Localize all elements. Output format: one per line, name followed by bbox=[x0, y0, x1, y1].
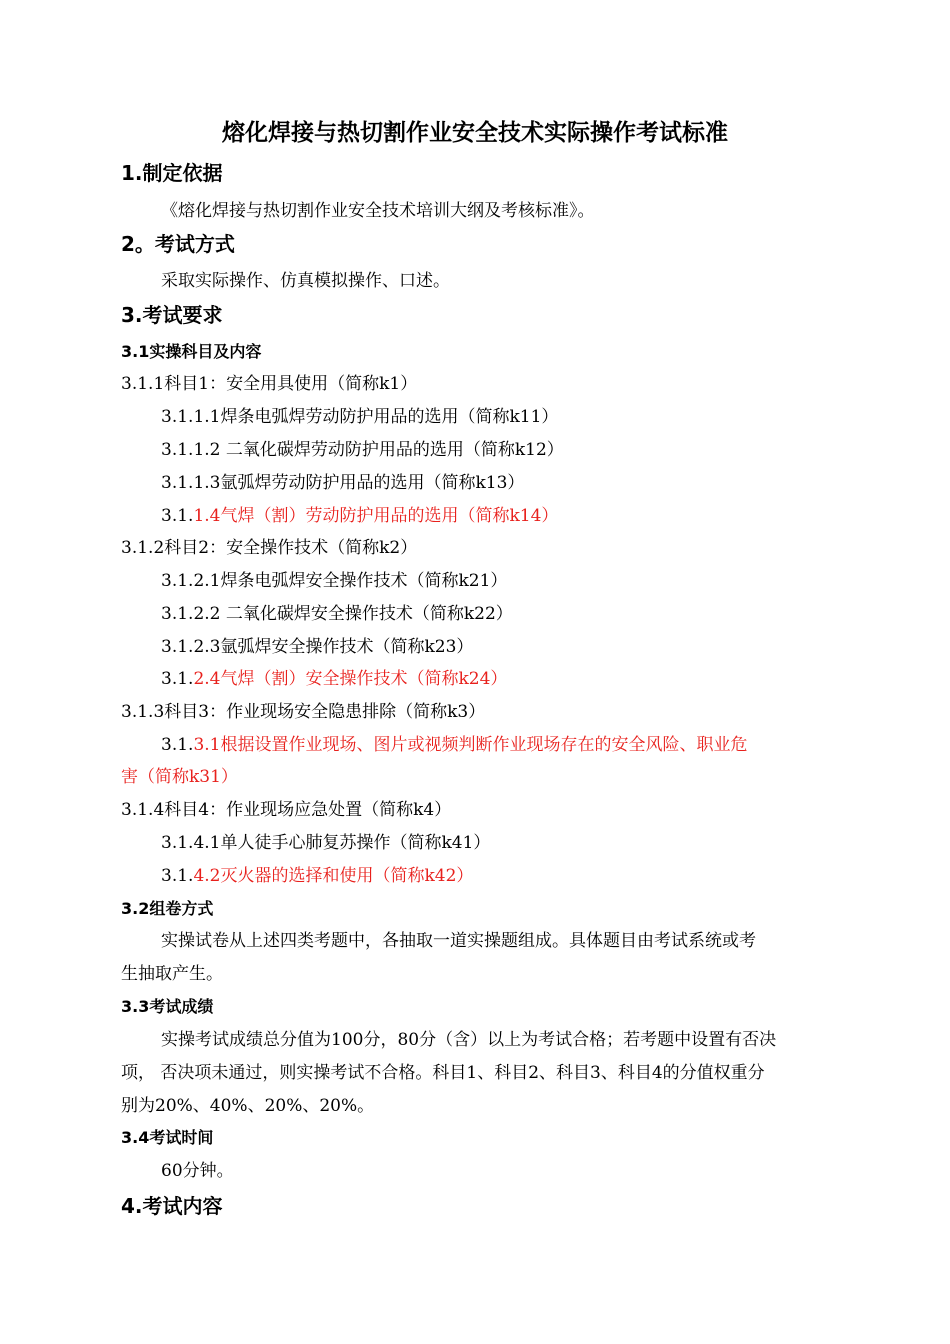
subject-k2: 3.1.2科目2：安全操作技术（简称k2） bbox=[121, 538, 418, 558]
item-k31-highlight: 3.1根据设置作业现场、图片或视频判断作业现场存在的安全风险、职业危 bbox=[193, 735, 748, 755]
item-k14-prefix: 3.1. bbox=[161, 506, 194, 526]
item-k14-highlight: 1.4气焊（割）劳动防护用品的选用（简称k14） bbox=[193, 506, 559, 526]
exam-time-text: 60分钟。 bbox=[161, 1161, 234, 1181]
item-k41: 3.1.4.1单人徒手心肺复苏操作（简称k41） bbox=[161, 833, 491, 853]
item-k11: 3.1.1.1焊条电弧焊劳动防护用品的选用（简称k11） bbox=[161, 407, 559, 427]
scores-line-2: 项， 否决项未通过，则实操考试不合格。科目1、科目2、科目3、科目4的分值权重分 bbox=[121, 1063, 765, 1083]
subsection-heading-exam-time: 3.4考试时间 bbox=[121, 1128, 214, 1147]
subject-k3: 3.1.3科目3：作业现场安全隐患排除（简称k3） bbox=[121, 702, 486, 722]
item-k42-prefix: 3.1. bbox=[161, 866, 194, 886]
item-k42-highlight: 4.2灭火器的选择和使用（简称k42） bbox=[193, 866, 474, 886]
item-k22: 3.1.2.2 二氧化碳焊安全操作技术（简称k22） bbox=[161, 604, 513, 624]
basis-text: 《熔化焊接与热切割作业安全技术培训大纲及考核标准》。 bbox=[161, 201, 595, 221]
section-heading-basis: 1.制定依据 bbox=[121, 161, 223, 185]
scores-line-1: 实操考试成绩总分值为100分，80分（含）以上为考试合格；若考题中设置有否决 bbox=[161, 1030, 777, 1050]
item-k24-prefix: 3.1. bbox=[161, 669, 194, 689]
item-k24-highlight: 2.4气焊（割）安全操作技术（简称k24） bbox=[193, 669, 508, 689]
exam-method-text: 采取实际操作、仿真模拟操作、口述。 bbox=[161, 271, 450, 291]
subject-k1: 3.1.1科目1：安全用具使用（简称k1） bbox=[121, 374, 418, 394]
subsection-heading-paper-assembly: 3.2组卷方式 bbox=[121, 899, 214, 918]
item-k12: 3.1.1.2 二氧化碳焊劳动防护用品的选用（简称k12） bbox=[161, 440, 564, 460]
subsection-heading-scores: 3.3考试成绩 bbox=[121, 997, 214, 1016]
section-heading-exam-content: 4.考试内容 bbox=[121, 1194, 223, 1218]
section-heading-exam-requirements: 3.考试要求 bbox=[121, 303, 223, 327]
scores-line-3: 别为20%、40%、20%、20%。 bbox=[121, 1096, 375, 1116]
item-k21: 3.1.2.1焊条电弧焊安全操作技术（简称k21） bbox=[161, 571, 508, 591]
subject-k4: 3.1.4科目4：作业现场应急处置（简称k4） bbox=[121, 800, 452, 820]
item-k31-continued: 害（简称k31） bbox=[121, 767, 238, 787]
paper-assembly-line-2: 生抽取产生。 bbox=[121, 964, 223, 984]
document-title: 熔化焊接与热切割作业安全技术实际操作考试标准 bbox=[222, 120, 728, 146]
item-k31-prefix: 3.1. bbox=[161, 735, 194, 755]
paper-assembly-line-1: 实操试卷从上述四类考题中，各抽取一道实操题组成。具体题目由考试系统或考 bbox=[161, 931, 756, 951]
item-k23: 3.1.2.3氩弧焊安全操作技术（简称k23） bbox=[161, 637, 474, 657]
item-k13: 3.1.1.3氩弧焊劳动防护用品的选用（简称k13） bbox=[161, 473, 525, 493]
item-k42 bbox=[161, 865, 473, 887]
item-k14 bbox=[161, 505, 558, 527]
item-k31 bbox=[161, 734, 748, 756]
subsection-heading-subjects: 3.1实操科目及内容 bbox=[121, 342, 262, 361]
item-k24 bbox=[161, 668, 507, 690]
section-heading-exam-method: 2。考试方式 bbox=[121, 232, 235, 256]
